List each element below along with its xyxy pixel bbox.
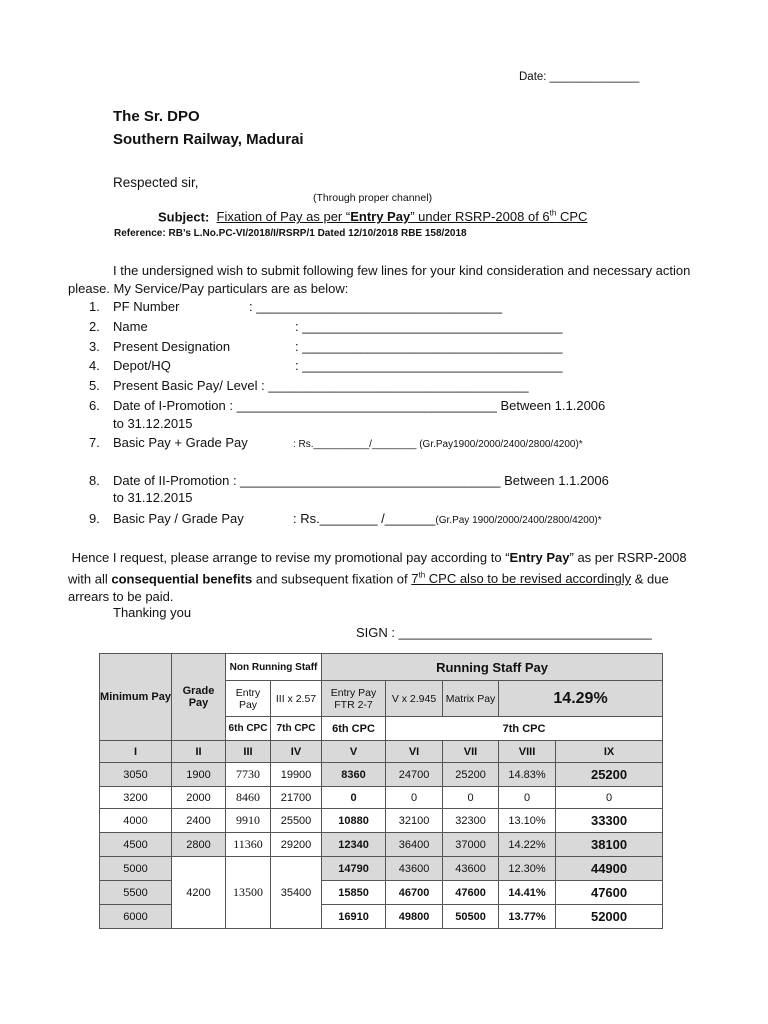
table-cell: 14.22% bbox=[499, 833, 556, 857]
request-paragraph: Hence I request, please arrange to revise my promotional pay according to “Entry Pay” as per RSRP-2008 with all consequential benefits and subsequent fixation of 7th CPC also to be revised accordingly & due arrears to be paid. bbox=[68, 550, 687, 605]
header-matrix-pay: Matrix Pay bbox=[443, 681, 499, 717]
header-7th-cpc: 7th CPC bbox=[271, 717, 322, 741]
subject-text: Fixation of Pay as per “Entry Pay” under RSRP-2008 of 6th CPC bbox=[216, 209, 588, 225]
header-percent: 14.29% bbox=[499, 681, 663, 717]
table-cell: 12340 bbox=[322, 833, 386, 857]
roman-col-header: VI bbox=[386, 741, 443, 763]
item-first-promotion: 6. Date of I-Promotion : ____________________________________ Between 1.1.2006 bbox=[89, 398, 606, 413]
table-cell: 2800 bbox=[172, 833, 226, 857]
item-name: 2. Name : ____________________________________ bbox=[89, 319, 563, 334]
table-cell: 0 bbox=[322, 787, 386, 809]
table-cell: 2400 bbox=[172, 809, 226, 833]
table-row bbox=[100, 857, 663, 881]
roman-col-header: IX bbox=[556, 741, 663, 763]
table-cell: 14790 bbox=[322, 857, 386, 881]
roman-col-header: I bbox=[100, 741, 172, 763]
addressee-line-2: Southern Railway, Madurai bbox=[113, 131, 304, 148]
table-cell: 5000 bbox=[100, 857, 172, 881]
table-cell: 32100 bbox=[386, 809, 443, 833]
table-cell: 10880 bbox=[322, 809, 386, 833]
header-iii-x-2-57: III x 2.57 bbox=[271, 681, 322, 717]
roman-col-header: IV bbox=[271, 741, 322, 763]
table-cell: 36400 bbox=[386, 833, 443, 857]
item-depot: 4. Depot/HQ : ____________________________________ bbox=[89, 358, 563, 373]
table-row bbox=[100, 763, 663, 787]
channel-note: (Through proper channel) bbox=[313, 192, 433, 204]
table-cell: 0 bbox=[556, 787, 663, 809]
cpc-revision-text: 7th CPC also to be revised accordingly bbox=[411, 571, 632, 587]
table-cell: 37000 bbox=[443, 833, 499, 857]
table-cell: 4200 bbox=[172, 857, 226, 929]
table-cell: 16910 bbox=[322, 905, 386, 929]
item-basic-pay-level: 5. Present Basic Pay/ Level : ____________________________________ bbox=[89, 378, 529, 393]
roman-col-header: VIII bbox=[499, 741, 556, 763]
table-cell: 14.83% bbox=[499, 763, 556, 787]
header-minimum-pay: Minimum Pay bbox=[100, 654, 172, 741]
table-cell: 0 bbox=[386, 787, 443, 809]
item-basic-grade-pay-2: 9. Basic Pay / Grade Pay : Rs.________ /_______(Gr.Pay 1900/2000/2400/2800/4200)* bbox=[89, 511, 602, 526]
header-non-running-staff: Non Running Staff bbox=[226, 654, 322, 681]
roman-col-header: II bbox=[172, 741, 226, 763]
header-grade-pay: Grade Pay bbox=[172, 654, 226, 741]
subject-line bbox=[158, 209, 587, 224]
table-cell: 43600 bbox=[443, 857, 499, 881]
table-cell: 32300 bbox=[443, 809, 499, 833]
table-cell: 35400 bbox=[271, 857, 322, 929]
header-v-x-2-945: V x 2.945 bbox=[386, 681, 443, 717]
table-cell: 1900 bbox=[172, 763, 226, 787]
header-running-staff-pay: Running Staff Pay bbox=[322, 654, 663, 681]
table-cell: 14.41% bbox=[499, 881, 556, 905]
header-entry-pay: Entry Pay bbox=[226, 681, 271, 717]
table-cell: 24700 bbox=[386, 763, 443, 787]
table-cell: 8460 bbox=[226, 787, 271, 809]
reference-line: Reference: RB’s L.No.PC-VI/2018/I/RSRP/1 Dated 12/10/2018 RBE 158/2018 bbox=[114, 228, 467, 239]
header-6th-cpc-running: 6th CPC bbox=[322, 717, 386, 741]
table-cell: 4000 bbox=[100, 809, 172, 833]
item-second-promotion-cont: to 31.12.2015 bbox=[113, 490, 193, 505]
intro-paragraph: I the undersigned wish to submit following few lines for your kind consideration and necessary action please. My Service/Pay particulars are as below: bbox=[68, 263, 691, 296]
table-cell: 47600 bbox=[443, 881, 499, 905]
table-row bbox=[100, 833, 663, 857]
table-cell: 33300 bbox=[556, 809, 663, 833]
table-cell: 47600 bbox=[556, 881, 663, 905]
table-row bbox=[100, 787, 663, 809]
roman-col-header: VII bbox=[443, 741, 499, 763]
table-cell: 46700 bbox=[386, 881, 443, 905]
table-cell: 43600 bbox=[386, 857, 443, 881]
table-row bbox=[100, 809, 663, 833]
addressee-line-1: The Sr. DPO bbox=[113, 108, 200, 125]
item-pf-number: 1. PF Number : __________________________________ bbox=[89, 299, 503, 314]
table-cell: 3050 bbox=[100, 763, 172, 787]
table-cell: 13500 bbox=[226, 857, 271, 929]
table-cell: 7730 bbox=[226, 763, 271, 787]
table-cell: 19900 bbox=[271, 763, 322, 787]
table-cell: 11360 bbox=[226, 833, 271, 857]
table-cell: 2000 bbox=[172, 787, 226, 809]
table-cell: 25200 bbox=[443, 763, 499, 787]
table-cell: 6000 bbox=[100, 905, 172, 929]
item-first-promotion-cont: to 31.12.2015 bbox=[113, 416, 193, 431]
table-cell: 0 bbox=[499, 787, 556, 809]
item-basic-grade-pay: 7. Basic Pay + Grade Pay : Rs.__________/________ (Gr.Pay1900/2000/2400/2800/4200)* bbox=[89, 435, 583, 450]
table-cell: 13.77% bbox=[499, 905, 556, 929]
table-cell: 38100 bbox=[556, 833, 663, 857]
table-cell: 15850 bbox=[322, 881, 386, 905]
table-cell: 29200 bbox=[271, 833, 322, 857]
subject-label: Subject: bbox=[158, 209, 210, 225]
table-cell: 50500 bbox=[443, 905, 499, 929]
thanking-line: Thanking you bbox=[113, 605, 192, 620]
table-cell: 25200 bbox=[556, 763, 663, 787]
table-cell: 4500 bbox=[100, 833, 172, 857]
header-7th-cpc-running: 7th CPC bbox=[386, 717, 663, 741]
table-cell: 9910 bbox=[226, 809, 271, 833]
table-cell: 49800 bbox=[386, 905, 443, 929]
item-designation: 3. Present Designation : ____________________________________ bbox=[89, 339, 563, 354]
table-cell: 25500 bbox=[271, 809, 322, 833]
table-cell: 44900 bbox=[556, 857, 663, 881]
header-entry-pay-ftr: Entry Pay FTR 2-7 bbox=[322, 681, 386, 717]
table-cell: 3200 bbox=[100, 787, 172, 809]
roman-col-header: V bbox=[322, 741, 386, 763]
table-cell: 12.30% bbox=[499, 857, 556, 881]
table-cell: 13.10% bbox=[499, 809, 556, 833]
salutation: Respected sir, bbox=[113, 175, 199, 190]
table-cell: 5500 bbox=[100, 881, 172, 905]
signature-field: SIGN : ___________________________________ bbox=[356, 625, 652, 640]
pay-fixation-table bbox=[99, 653, 663, 929]
roman-col-header: III bbox=[226, 741, 271, 763]
table-cell: 0 bbox=[443, 787, 499, 809]
table-cell: 52000 bbox=[556, 905, 663, 929]
table-cell: 21700 bbox=[271, 787, 322, 809]
date-field: Date: ______________ bbox=[519, 71, 640, 83]
table-cell: 8360 bbox=[322, 763, 386, 787]
item-second-promotion: 8. Date of II-Promotion : ____________________________________ Between 1.1.2006 bbox=[89, 473, 609, 488]
header-6th-cpc: 6th CPC bbox=[226, 717, 271, 741]
